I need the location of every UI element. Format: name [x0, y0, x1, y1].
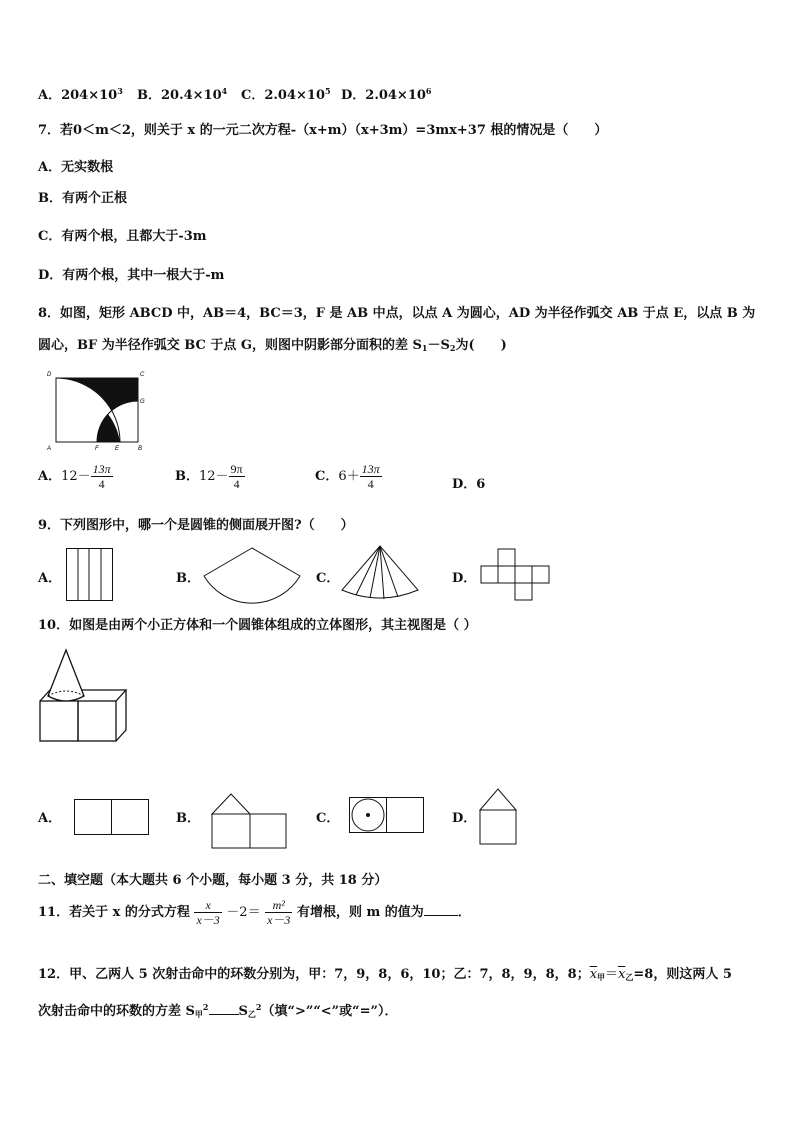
q9-figure-d — [480, 548, 552, 602]
q10-figure-d — [479, 786, 519, 846]
label-a: A — [47, 446, 52, 452]
label-c: C — [140, 372, 145, 378]
label-f: F — [95, 446, 99, 452]
q9-figure-c — [340, 544, 420, 604]
q9-option-b: B． — [176, 571, 200, 586]
q12-answer-blank[interactable] — [209, 1014, 239, 1015]
q9-option-a: A． — [38, 571, 62, 586]
q7-option-c: C．有两个根，且都大于-3m — [38, 229, 207, 244]
q9-stem: 9．下列图形中，哪一个是圆锥的侧面展开图?（ ） — [38, 518, 354, 533]
q9-figure-a — [66, 548, 114, 602]
label-g: G — [140, 399, 145, 405]
q9-figure-b — [202, 548, 302, 602]
q8-stem-line2: 圆心，BF 为半径作弧交 BC 于点 G，则图中阴影部分面积的差 $S_1-S_2$为( ) — [38, 338, 507, 353]
q9-option-d: D． — [452, 571, 477, 586]
q8-stem-line1: 8．如图，矩形 ABCD 中，AB＝4，BC＝3，F 是 AB 中点，以点 A 为圆心，AD 为半径作弧交 AB 于点 E，以点 B 为 — [38, 306, 756, 321]
q8-option-c: C．6＋ $\frac{13\pi}{4}$ — [315, 462, 380, 491]
q9-option-c: C． — [316, 571, 340, 586]
q11-answer-blank[interactable] — [424, 915, 458, 916]
q6-option-b: B．$20.4\times 10^4$ — [137, 86, 228, 103]
section-title: 二、填空题（本大题共 6 个小题，每小题 3 分，共 18 分） — [38, 873, 388, 888]
label-b: B — [138, 446, 143, 452]
q12-line2: 次射击命中的环数的方差 $S_甲^2$ $S_乙^2$（填“>”“<”或“=”）． — [38, 1002, 398, 1019]
q8-figure — [44, 366, 154, 456]
q10-option-b: B． — [176, 811, 200, 826]
q8-option-a: A．12－ $\frac{13\pi}{4}$ — [38, 462, 111, 491]
q10-option-a: A． — [38, 811, 62, 826]
q10-figure-a — [74, 799, 150, 837]
q11: 11．若关于 x 的分式方程 $\frac{x}{x-3}$ －2＝ $\frac{\text{m²}}{x-3}$ 有增根，则 m 的值为 ． — [38, 898, 471, 927]
q7-option-a: A．无实数根 — [38, 160, 114, 175]
q7-option-d: D．有两个根，其中一根大于-m — [38, 268, 225, 283]
q10-stem: 10．如图是由两个小正方体和一个圆锥体组成的立体图形，其主视图是（ ） — [38, 618, 477, 633]
q10-figure-b — [210, 784, 288, 850]
q10-figure-c — [349, 797, 427, 835]
q7-option-b: B．有两个正根 — [38, 191, 127, 206]
label-d: D — [47, 372, 52, 378]
q7-stem: 7．若0＜m＜2，则关于 x 的一元二次方程-（x+m）（x+3m）=3mx+37 根的情况是（ ） — [38, 123, 608, 138]
q6-option-d: D．$2.04\times 10^6$ — [341, 86, 432, 103]
q8-option-d: D．6 — [452, 477, 486, 492]
q6-option-c: C．$2.04\times 10^5$ — [241, 86, 331, 103]
q10-solid-figure — [38, 646, 138, 746]
q10-option-d: D． — [452, 811, 477, 826]
q12-line1: 12．甲、乙两人 5 次射击命中的环数分别为，甲：7，9，8，6，10；乙：7，8，9，8，8；$\overline{x}_甲=\overline{x}_乙=8$，则这两人 5 — [38, 967, 732, 982]
q6-option-a: A．$204\times 10^3$ — [38, 86, 123, 103]
q10-option-c: C． — [316, 811, 340, 826]
q8-option-b: B．12－ $\frac{9\pi}{4}$ — [175, 462, 243, 491]
label-e: E — [115, 446, 120, 452]
